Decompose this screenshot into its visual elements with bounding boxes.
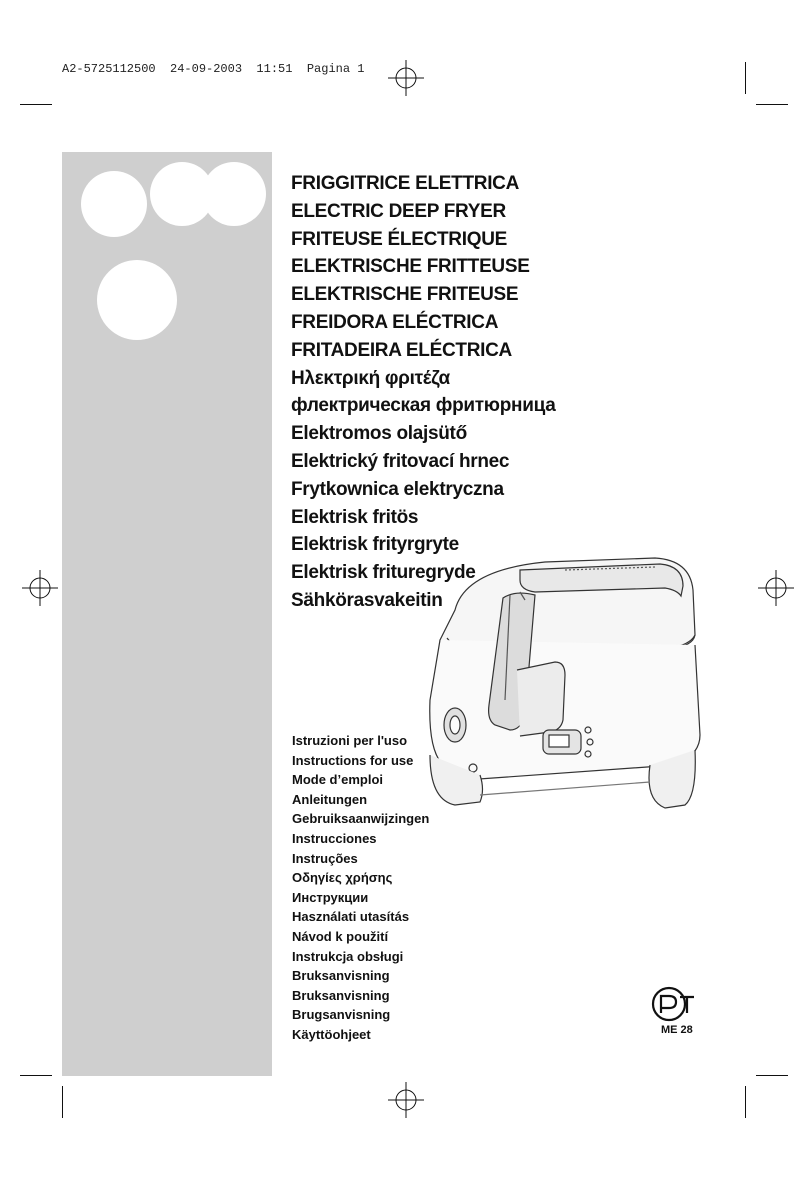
instr-fr: Mode d’emploi xyxy=(292,772,383,788)
circle-1 xyxy=(81,171,147,237)
registration-mark-right xyxy=(758,570,794,606)
crop-mark-top-right-v xyxy=(745,62,746,94)
title-el: Ηλεκτρική φριτέζα xyxy=(291,367,450,389)
crop-mark-bottom-left-v xyxy=(62,1086,63,1118)
instr-hu: Használati utasítás xyxy=(292,909,410,925)
print-slug: A2-5725112500 24-09-2003 11:51 Pagina 1 xyxy=(62,62,365,76)
decorative-circles xyxy=(62,152,272,372)
title-cs: Elektrický fritovací hrnec xyxy=(291,450,510,472)
instr-fi: Käyttöohjeet xyxy=(292,1026,371,1042)
instr-no: Bruksanvisning xyxy=(292,987,390,1003)
certification-mark-icon xyxy=(650,985,696,1023)
instr-pt: Instruções xyxy=(292,850,358,866)
instr-cs: Návod k použití xyxy=(292,928,389,944)
instr-nl: Gebruiksaanwijzingen xyxy=(292,811,430,827)
title-pt: FRITADEIRA ELÉCTRICA xyxy=(291,339,512,361)
title-da: Elektrisk frituregryde xyxy=(291,562,476,584)
instr-it: Istruzioni per l'uso xyxy=(292,733,408,748)
title-fi: Sähkörasvakeitin xyxy=(291,589,443,611)
instr-ru: Инструкции xyxy=(292,889,369,905)
registration-mark-left xyxy=(22,570,58,606)
instr-pl: Instrukcja obsługi xyxy=(292,948,404,964)
deep-fryer-illustration xyxy=(425,550,705,820)
crop-mark-top-right-h xyxy=(756,104,788,105)
instructions-titles xyxy=(292,731,429,1045)
title-pl: Frytkownica elektryczna xyxy=(291,478,504,500)
title-es: FREIDORA ELÉCTRICA xyxy=(291,311,499,333)
title-hu: Elektromos olajsütő xyxy=(291,423,467,445)
instr-da: Brugsanvisning xyxy=(292,1007,391,1023)
title-ru: флектрическая фритюрница xyxy=(291,395,556,417)
title-fr: FRITEUSE ÉLECTRIQUE xyxy=(291,228,507,250)
title-nl: ELEKTRISCHE FRITEUSE xyxy=(291,284,519,306)
instr-de: Anleitungen xyxy=(292,791,368,807)
instr-es: Instrucciones xyxy=(292,830,377,846)
instr-sv: Bruksanvisning xyxy=(292,968,390,984)
crop-mark-bottom-right-h xyxy=(756,1075,788,1076)
title-sv: Elektrisk fritös xyxy=(291,506,419,528)
certification-code: ME 28 xyxy=(661,1024,693,1036)
registration-mark-bottom xyxy=(388,1082,424,1118)
registration-mark-top xyxy=(388,60,424,96)
circle-4 xyxy=(97,260,177,340)
title-de: ELEKTRISCHE FRITTEUSE xyxy=(291,256,530,278)
crop-mark-bottom-right-v xyxy=(745,1086,746,1118)
title-it: FRIGGITRICE ELETTRICA xyxy=(291,173,520,194)
product-titles xyxy=(291,170,555,615)
title-en: ELECTRIC DEEP FRYER xyxy=(291,200,506,222)
instr-el: Οδηγίες χρήσης xyxy=(292,870,393,886)
crop-mark-top-left-h xyxy=(20,104,52,105)
crop-mark-bottom-left-h xyxy=(20,1075,52,1076)
circle-3 xyxy=(202,162,266,226)
instr-en: Instructions for use xyxy=(292,752,414,768)
title-no: Elektrisk frityrgryte xyxy=(291,534,459,556)
